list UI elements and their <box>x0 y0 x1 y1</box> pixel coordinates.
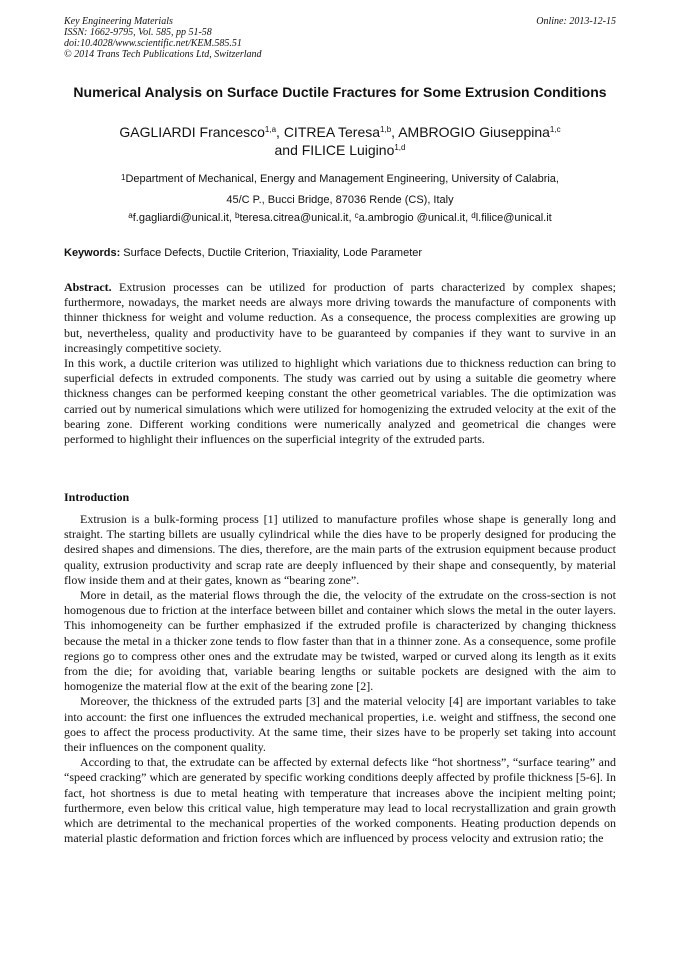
author-sup: 1,c <box>549 125 561 134</box>
separator: , <box>276 124 284 140</box>
abstract-label: Abstract. <box>64 280 112 294</box>
copyright: © 2014 Trans Tech Publications Ltd, Switzerland <box>64 49 262 60</box>
intro-paragraph: Moreover, the thickness of the extruded parts [3] and the material velocity [4] are important variables to take into account: the first one influences the extruded mechanical properties, i.e. weight and stiffness, the second one goes to affect the process productivity. At the same time, their sizes have to be properly set taking into account their influences on the component quality. <box>64 694 616 755</box>
and-word: and <box>274 142 302 158</box>
abstract-paragraph: In this work, a ductile criterion was utilized to highlight which variations due to thickness reduction can bring to superficial defects in extruded components. The study was carried out by using a suitable die geometry where thickness changes can be performed keeping constant the other geometrical variables. The die optimization was carried out by numerical simulations which were utilized for homogenizing the extruded velocity at the exit of the bearing zone. Different working conditions were numerically analyzed and geometrical die changes were performed to highlight their influences on the superficial integrity of the extruded parts. <box>64 356 616 447</box>
email-link[interactable]: l.filice@unical.it <box>475 212 552 224</box>
section-heading: Introduction <box>64 490 130 504</box>
online-date: Online: 2013-12-15 <box>536 16 616 27</box>
affiliation-line: Department of Mechanical, Energy and Management Engineering, University of Calabria, <box>125 173 559 185</box>
author-list <box>60 123 620 159</box>
affiliation-sup: 1 <box>121 173 126 182</box>
author-name: AMBROGIO Giuseppina <box>398 124 550 140</box>
email-link[interactable]: teresa.citrea@unical.it, <box>239 212 352 224</box>
introduction-body <box>64 512 616 846</box>
email-link[interactable]: f.gagliardi@unical.it, <box>132 212 232 224</box>
email-sup: b <box>235 211 240 220</box>
keywords-label: Keywords: <box>64 247 121 259</box>
affiliation-line: 45/C P., Bucci Bridge, 87036 Rende (CS), Italy <box>226 194 454 206</box>
abstract-paragraph <box>64 280 616 356</box>
journal-name: Key Engineering Materials <box>64 16 173 27</box>
author-name: CITREA Teresa <box>283 124 381 140</box>
header-meta <box>64 16 616 60</box>
emails <box>60 211 620 225</box>
paper-title: Numerical Analysis on Surface Ductile Fractures for Some Extrusion Conditions <box>73 84 607 100</box>
email-sup: a <box>128 211 133 220</box>
intro-paragraph: According to that, the extrudate can be affected by external defects like “hot shortness”, “surface tearing” and “speed cracking” which are generated by specific working conditions deeply affected by profile thickness [5-6]. In fact, hot shortness is due to metal heating with temperature that increases above the incipient melting point; furthermore, even below this critical value, high temperature may lead to local recrystallization and grain growth which are detrimental to the mechanical properties of the worked components. Heating production depends on material plastic deformation and friction forces which are influenced by process velocity and extrusion ratio; the <box>64 755 616 846</box>
keywords-text: Surface Defects, Ductile Criterion, Triaxiality, Lode Parameter <box>120 247 423 259</box>
author-name: FILICE Luigino <box>301 142 395 158</box>
intro-paragraph: More in detail, as the material flows through the die, the velocity of the extrudate on the cross-section is not homogenous due to friction at the interface between billet and container which slows the metal in the outer layers. This inhomogeneity can be further emphasized if the extruded profile is characterized by changing thickness because the metal in a thicker zone tends to flow faster than that in a thinner zone. As a consequence, some profile regions go to compress other ones and the extrudate may be twisted, warped or curved along its length as it exits from the die; for avoiding that, variable bearing lengths or suitable pockets are designed with the aim to homogenize the material flow at the exit of the bearing zone [2]. <box>64 588 616 694</box>
abstract-text: Extrusion processes can be utilized for production of parts characterized by complex shapes; furthermore, nowadays, the market needs are always more driving towards the manufacture of components with thinner thickness for weight and volume reduction. As a consequence, the process complexities are growing up but, nevertheless, quality and productivity have to be guaranteed by companies if they want to survive in an increasingly competitive society. <box>64 280 616 355</box>
issn: ISSN: 1662-9795, Vol. 585, pp 51-58 <box>64 27 212 38</box>
affiliation <box>60 169 620 211</box>
separator: , <box>391 124 399 140</box>
author-sup: 1,d <box>394 143 406 152</box>
doi: doi:10.4028/www.scientific.net/KEM.585.51 <box>64 38 242 49</box>
author-sup: 1,b <box>380 125 392 134</box>
author-sup: 1,a <box>264 125 277 134</box>
intro-paragraph: Extrusion is a bulk-forming process [1] utilized to manufacture profiles whose shape is generally long and straight. The starting billets are usually cylindrical while the dies have to be properly designed for producing the desired shapes and dimensions. The dies, therefore, are the main parts of the extrusion equipment because product quality, extrusion productivity and scrap rate are deeply influenced by their shape and consequently, by material flow inside them and at their gates, known as “bearing zone”. <box>64 512 616 587</box>
author-name: GAGLIARDI Francesco <box>119 124 265 140</box>
keywords <box>64 246 616 260</box>
email-sup: c <box>354 211 359 220</box>
abstract <box>64 280 616 447</box>
email-sup: d <box>471 211 476 220</box>
email-link[interactable]: a.ambrogio @unical.it, <box>358 212 469 224</box>
